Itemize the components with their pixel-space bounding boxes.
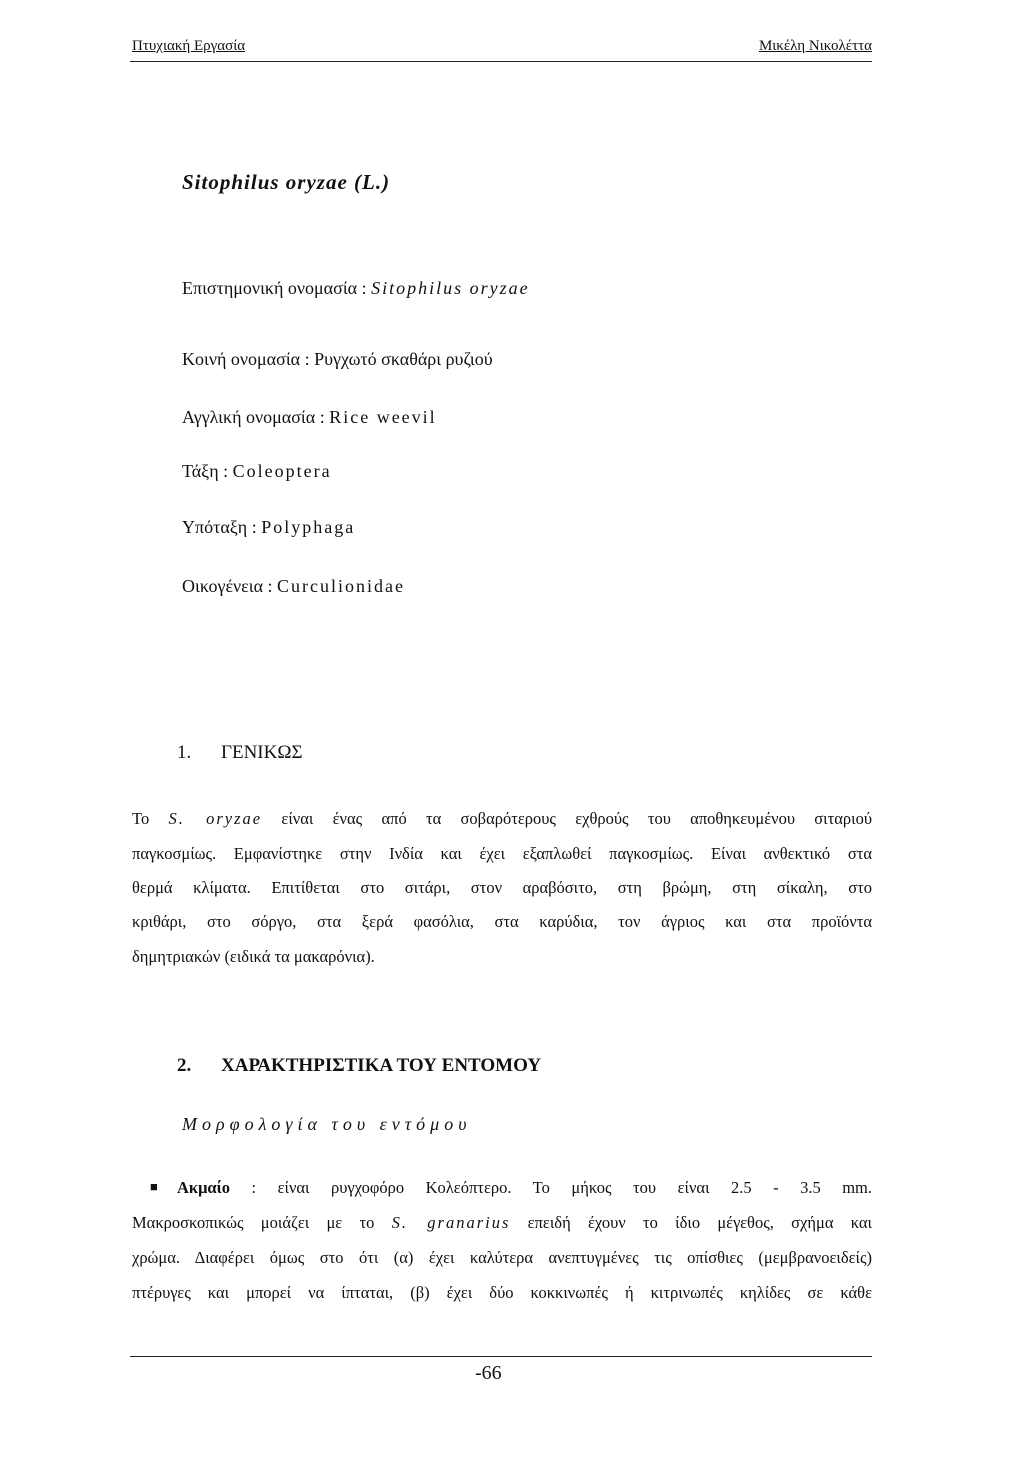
text-run: : είναι ρυγχοφόρο Κολεόπτερο. Το μήκος του είναι 2.5 - 3.5 mm. xyxy=(230,1178,872,1197)
header-rule xyxy=(130,61,872,62)
taxonomy-label: Επιστημονική ονομασία : xyxy=(182,278,372,298)
taxonomy-label: Αγγλική ονομασία : xyxy=(182,407,330,427)
species-name: S. oryzae xyxy=(168,809,263,828)
species-name: S. granarius xyxy=(391,1213,511,1232)
taxonomy-label: Τάξη : xyxy=(182,461,233,481)
text-run: επειδή έχουν το ίδιο μέγεθος, σχήμα και xyxy=(510,1213,872,1232)
taxonomy-order xyxy=(182,461,332,482)
footer-rule xyxy=(130,1356,872,1357)
paragraph-line: πτέρυγες και μπορεί να ίπταται, (β) έχει δύο κοκκινωπές ή κιτρινωπές κηλίδες σε κάθε xyxy=(132,1283,872,1302)
taxonomy-suborder xyxy=(182,517,355,538)
bold-term: Ακμαίο xyxy=(177,1178,231,1197)
text-run: είναι ένας από τα σοβαρότερους εχθρούς του αποθηκευμένου σιταριού xyxy=(262,809,872,828)
paragraph-line xyxy=(177,1178,872,1198)
section-heading-characteristics xyxy=(177,1055,541,1077)
section-number: 2. xyxy=(177,1055,192,1076)
section-title: ΓΕΝΙΚΩΣ xyxy=(221,742,303,763)
taxonomy-value: Coleoptera xyxy=(232,461,332,481)
section-number: 1. xyxy=(177,742,192,763)
paragraph-line: δημητριακών (ειδικά τα μακαρόνια). xyxy=(132,947,375,966)
paragraph-line xyxy=(132,1213,872,1233)
taxonomy-value: Rice weevil xyxy=(329,407,437,427)
taxonomy-label: Οικογένεια : xyxy=(182,576,278,596)
taxonomy-scientific-name xyxy=(182,278,530,299)
taxonomy-english-name xyxy=(182,407,437,428)
taxonomy-label: Υπόταξη : xyxy=(182,517,262,537)
paragraph-line: θερμά κλίματα. Επιτίθεται στο σιτάρι, στον αραβόσιτο, στη βρώμη, στη σίκαλη, στο xyxy=(132,878,872,897)
paragraph-line: παγκοσμίως. Εμφανίστηκε στην Ινδία και έχει εξαπλωθεί παγκοσμίως. Είναι ανθεκτικό στα xyxy=(132,844,872,863)
taxonomy-value: Curculionidae xyxy=(277,576,405,596)
text-run: Μακροσκοπικώς μοιάζει με το xyxy=(132,1213,392,1232)
taxonomy-family xyxy=(182,576,405,597)
paragraph-line: κριθάρι, στο σόργο, στα ξερά φασόλια, στα καρύδια, τον άγριος και στα προϊόντα xyxy=(132,912,872,931)
page-title: Sitophilus oryzae (L.) xyxy=(182,170,391,194)
taxonomy-label: Κοινή ονομασία : xyxy=(182,349,315,369)
header-left-text: Πτυχιακή Εργασία xyxy=(132,38,246,54)
section-title: ΧΑΡΑΚΤΗΡΙΣΤΙΚΑ ΤΟΥ ΕΝΤΟΜΟΥ xyxy=(221,1055,542,1076)
paragraph-line: χρώμα. Διαφέρει όμως στο ότι (α) έχει καλύτερα ανεπτυγμένες τις οπίσθιες (μεμβρανοειδείς) xyxy=(132,1248,872,1267)
page-number: -66 xyxy=(475,1362,502,1384)
section-heading-general xyxy=(177,742,303,764)
bullet-marker: ■ xyxy=(150,1179,158,1194)
paragraph-line xyxy=(132,809,872,829)
header-right-text: Μικέλη Νικολέττα xyxy=(758,38,872,54)
subheading-morphology: Μορφολογία του εντόμου xyxy=(182,1114,472,1134)
taxonomy-value: Sitophilus oryzae xyxy=(371,278,530,298)
taxonomy-value: Polyphaga xyxy=(261,517,356,537)
taxonomy-common-name xyxy=(182,349,493,370)
text-run: Το xyxy=(132,809,169,828)
taxonomy-value: Ρυγχωτό σκαθάρι ρυζιού xyxy=(314,349,493,369)
